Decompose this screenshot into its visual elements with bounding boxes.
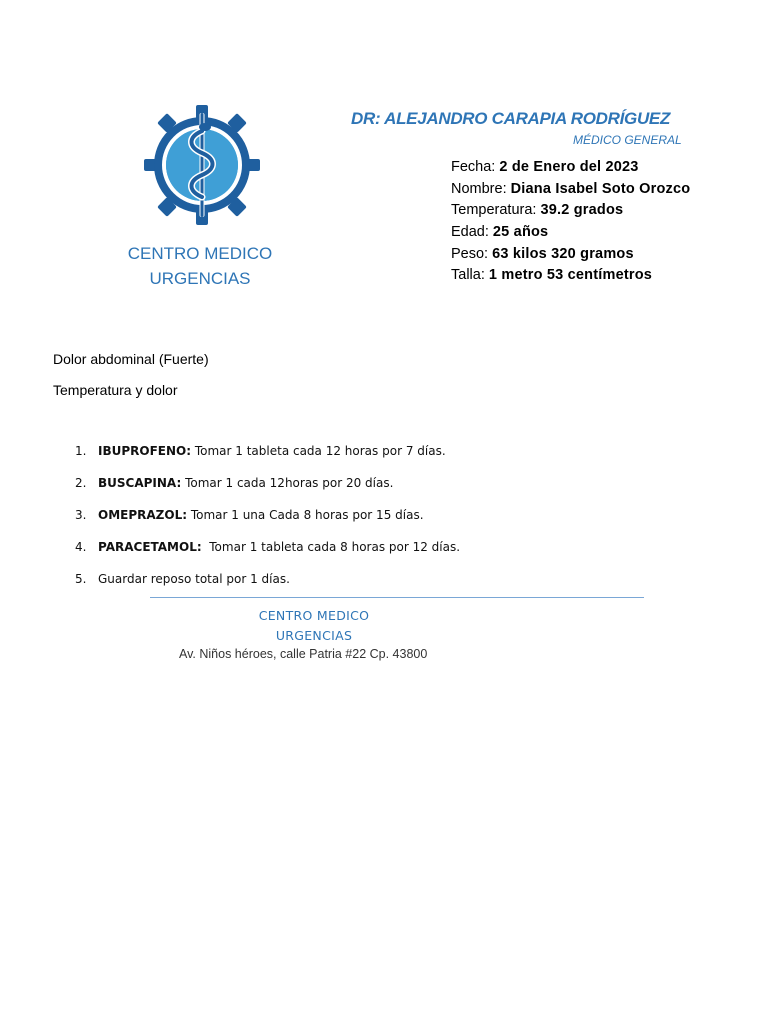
fecha-value: 2 de Enero del 2023: [499, 159, 639, 175]
nombre-label: Nombre:: [451, 180, 511, 197]
edad-label: Edad:: [451, 224, 493, 241]
drug-name: OMEPRAZOL:: [98, 508, 188, 522]
caduceus-gear-logo-icon: [144, 103, 260, 225]
drug-instructions: Tomar 1 una Cada 8 horas por 15 días.: [187, 508, 424, 522]
prescription-item: [75, 537, 460, 569]
peso-value: 63 kilos 320 gramos: [492, 245, 634, 262]
prescription-item: [75, 473, 460, 505]
patient-info: [451, 157, 690, 287]
clinic-name-line2: URGENCIAS: [149, 269, 251, 288]
temperatura-label: Temperatura:: [451, 202, 541, 219]
footer-clinic-line2: URGENCIAS: [275, 628, 353, 643]
temperatura-row: [451, 200, 690, 222]
prescription-list: [75, 441, 460, 601]
nombre-row: [451, 179, 690, 201]
item-number: 3.: [75, 508, 87, 522]
fecha-label: Fecha:: [451, 159, 500, 175]
talla-row: [451, 265, 690, 287]
prescription-item: [75, 505, 460, 537]
prescription-item: [75, 441, 460, 473]
footer-divider: [150, 597, 644, 598]
item-number: 5.: [75, 572, 87, 586]
item-number: 4.: [75, 540, 87, 554]
edad-value: 25 años: [492, 224, 549, 241]
drug-name: IBUPROFENO:: [98, 444, 192, 458]
footer-clinic-line1: CENTRO MEDICO: [258, 608, 370, 623]
edad-row: [451, 222, 690, 244]
doctor-name: DR: ALEJANDRO CARAPIA RODRÍGUEZ: [351, 109, 671, 128]
peso-label: Peso:: [451, 245, 493, 262]
drug-name: PARACETAMOL:: [98, 540, 202, 554]
fecha-row: [451, 157, 690, 179]
drug-instructions: Tomar 1 cada 12horas por 20 días.: [181, 476, 394, 490]
drug-instructions: Tomar 1 tableta cada 12 horas por 7 días.: [191, 444, 446, 458]
drug-instructions: Tomar 1 tableta cada 8 horas por 12 días.: [201, 540, 461, 554]
diagnosis-line1: Dolor abdominal (Fuerte): [53, 351, 209, 367]
clinic-name: [100, 241, 300, 291]
clinic-name-line1: CENTRO MEDICO: [127, 244, 273, 263]
peso-row: [451, 244, 690, 266]
temperatura-value: 39.2 grados: [540, 202, 624, 219]
item-number: 1.: [75, 444, 87, 458]
doctor-title: MÉDICO GENERAL: [573, 133, 682, 147]
nombre-value: Diana Isabel Soto Orozco: [510, 180, 691, 197]
footer-clinic-name: [214, 606, 414, 646]
drug-instructions: Guardar reposo total por 1 días.: [98, 572, 290, 586]
talla-label: Talla:: [451, 267, 489, 284]
talla-value: 1 metro 53 centímetros: [488, 267, 653, 284]
footer-address: Av. Niños héroes, calle Patria #22 Cp. 43800: [179, 647, 428, 661]
item-number: 2.: [75, 476, 87, 490]
diagnosis-line2: Temperatura y dolor: [53, 382, 178, 398]
drug-name: BUSCAPINA:: [98, 476, 182, 490]
